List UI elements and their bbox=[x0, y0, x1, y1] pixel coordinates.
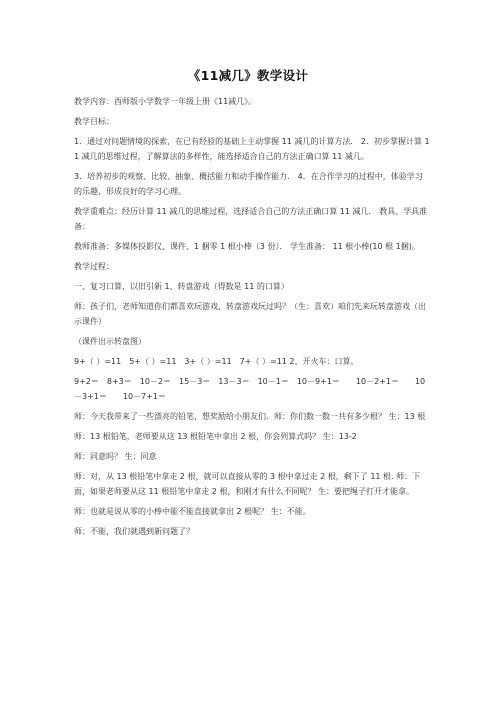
paragraph-oral-calculations: 9+2＝ 8+3＝ 10－2＝ 15－3＝ 13－3＝ 10－1＝ 10－9+1＝ 10－2+1＝ 10－3+1＝ 10－7+1＝ bbox=[74, 377, 426, 401]
paragraph-agree: 师：同意吗？ 生：同意 bbox=[74, 452, 157, 461]
paragraph-step-one: 一、复习口算，以旧引新 1、转盘游戏（得数是 11 的口算） bbox=[74, 282, 289, 291]
paragraph-pencils-equation: 师：13 根铅笔，老师要从这 13 根铅笔中拿出 2 根，你会列算式吗？ 生：13-2 bbox=[74, 432, 357, 441]
paragraph-objectives-heading: 教学目标： bbox=[74, 117, 114, 126]
paragraph-new-problem: 师：不能，我们就遇到新问题了？ bbox=[74, 527, 194, 536]
paragraph-process-heading: 教学过程： bbox=[74, 262, 114, 271]
paragraph-courseware-note: （课件出示转盘图） bbox=[74, 337, 146, 346]
paragraph-pencils-count: 师：今天我带来了一些漂亮的铅笔，想奖励给小朋友们．师：你们数一数一共有多少根？ 生：13 根 bbox=[74, 412, 426, 421]
paragraph-preparation: 教师准备：多媒体投影仪、课件、1 捆零 1 根小棒（3 份）． 学生准备： 11 根小棒(10 根 1捆)。 bbox=[74, 242, 420, 251]
paragraph-teacher-game: 师：孩子们，老师知道你们都喜欢玩游戏，转盘游戏玩过吗？（生：喜欢）咱们先来玩转盘游戏（出示课件） bbox=[74, 302, 426, 326]
paragraph-content: 教学内容：西师版小学数学一年级上册《11减几》。 bbox=[74, 97, 257, 106]
document-title: 《11减几》教学设计 bbox=[187, 68, 309, 83]
paragraph-take-away: 师：对，从 13 根铅笔中拿走 2 根，就可以直接从零的 3 根中拿过走 2 根，剩下了 11 根. 师：下面，如果老师要从这 11 根铅笔中拿走 2 根，和刚才有什么不同呢？ 生：要把绳子打开才能拿。 bbox=[74, 472, 421, 496]
paragraph-oral-questions: 9+（ ）=11 5+（ ）=11 3+（ ）=11 7+（ ）=11 2、开火车：口算。 bbox=[74, 357, 359, 366]
document-body bbox=[74, 94, 430, 544]
paragraph-loose-sticks: 师：也就是说从零的小棒中能不能直接就拿出 2 根呢？ 生：不能。 bbox=[74, 507, 311, 516]
paragraph-objective-3-4: 3．培养初步的观察、比较、抽象、概括能力和动手操作能力． 4．在合作学习的过程中，体验学习的乐趣，形成良好的学习心理。 bbox=[74, 172, 423, 196]
paragraph-key-points: 教学重难点：经历计算 11 减几的思维过程，选择适合自己的方法正确口算 11 减几． 教具、学具准备： bbox=[74, 207, 428, 231]
paragraph-objective-1-2: 1．通过对问题情境的探索，在已有经验的基础上主动掌握 11 减几的计算方法． 2．初步掌握计算 11 减几的思维过程，了解算法的多样性，能选择适合自己的方法正确口算 11 减几。 bbox=[74, 137, 430, 161]
